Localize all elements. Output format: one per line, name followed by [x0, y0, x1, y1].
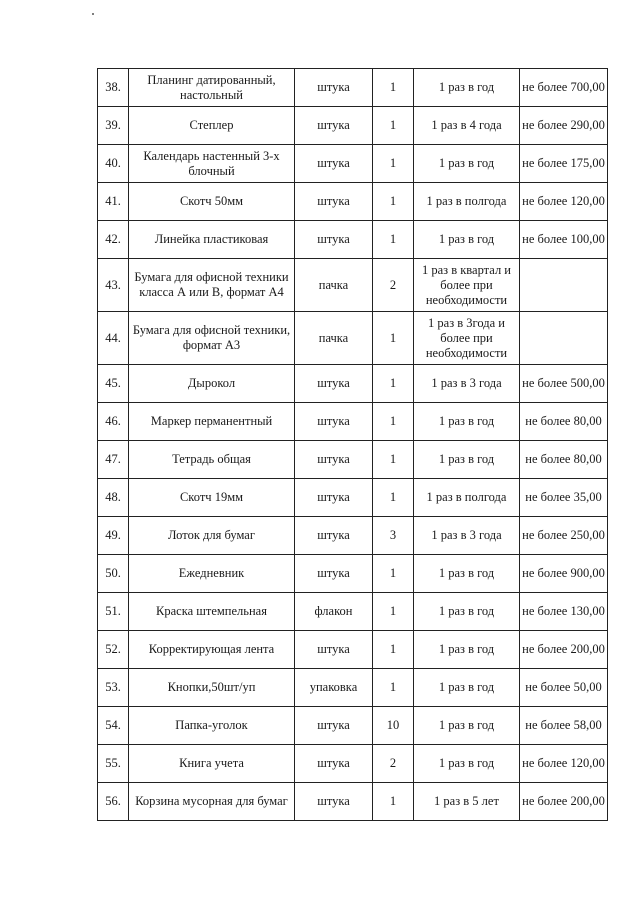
item-unit: штука	[295, 441, 373, 479]
item-name: Папка-уголок	[129, 707, 295, 745]
item-name: Скотч 50мм	[129, 183, 295, 221]
item-name: Бумага для офисной техники, формат А3	[129, 312, 295, 365]
item-price: не более 80,00	[520, 441, 608, 479]
item-unit: флакон	[295, 593, 373, 631]
item-frequency: 1 раз в год	[414, 403, 520, 441]
row-number: 40.	[98, 145, 129, 183]
item-quantity: 1	[373, 441, 414, 479]
item-frequency: 1 раз в 5 лет	[414, 783, 520, 821]
item-name: Скотч 19мм	[129, 479, 295, 517]
item-name: Краска штемпельная	[129, 593, 295, 631]
item-unit: пачка	[295, 259, 373, 312]
item-quantity: 1	[373, 593, 414, 631]
item-name: Книга учета	[129, 745, 295, 783]
table-row	[98, 441, 608, 479]
item-unit: штука	[295, 707, 373, 745]
item-quantity: 3	[373, 517, 414, 555]
item-frequency: 1 раз в год	[414, 441, 520, 479]
item-frequency: 1 раз в 3года и более при необходимости	[414, 312, 520, 365]
item-unit: штука	[295, 365, 373, 403]
item-unit: штука	[295, 107, 373, 145]
item-unit: штука	[295, 221, 373, 259]
table-row	[98, 69, 608, 107]
item-frequency: 1 раз в год	[414, 145, 520, 183]
item-price	[520, 259, 608, 312]
item-name: Маркер перманентный	[129, 403, 295, 441]
item-quantity: 1	[373, 479, 414, 517]
table-row	[98, 145, 608, 183]
item-frequency: 1 раз в год	[414, 669, 520, 707]
item-frequency: 1 раз в полгода	[414, 183, 520, 221]
item-price: не более 200,00	[520, 631, 608, 669]
item-unit: штука	[295, 631, 373, 669]
item-quantity: 1	[373, 107, 414, 145]
row-number: 39.	[98, 107, 129, 145]
item-unit: штука	[295, 183, 373, 221]
item-frequency: 1 раз в 4 года	[414, 107, 520, 145]
table-row	[98, 593, 608, 631]
table-row	[98, 631, 608, 669]
item-price: не более 200,00	[520, 783, 608, 821]
row-number: 48.	[98, 479, 129, 517]
item-price: не более 58,00	[520, 707, 608, 745]
item-name: Планинг датированный, настольный	[129, 69, 295, 107]
row-number: 52.	[98, 631, 129, 669]
item-quantity: 2	[373, 745, 414, 783]
item-quantity: 1	[373, 69, 414, 107]
item-frequency: 1 раз в год	[414, 631, 520, 669]
row-number: 49.	[98, 517, 129, 555]
item-frequency: 1 раз в квартал и более при необходимости	[414, 259, 520, 312]
item-unit: штука	[295, 479, 373, 517]
item-quantity: 1	[373, 221, 414, 259]
row-number: 55.	[98, 745, 129, 783]
item-quantity: 1	[373, 183, 414, 221]
item-frequency: 1 раз в год	[414, 593, 520, 631]
item-unit: штука	[295, 145, 373, 183]
item-frequency: 1 раз в 3 года	[414, 517, 520, 555]
table-row	[98, 745, 608, 783]
item-price	[520, 312, 608, 365]
item-quantity: 1	[373, 145, 414, 183]
item-unit: штука	[295, 555, 373, 593]
item-name: Корректирующая лента	[129, 631, 295, 669]
item-name: Бумага для офисной техники класса А или В, формат А4	[129, 259, 295, 312]
row-number: 46.	[98, 403, 129, 441]
item-price: не более 120,00	[520, 745, 608, 783]
item-unit: штука	[295, 517, 373, 555]
item-price: не более 500,00	[520, 365, 608, 403]
item-quantity: 10	[373, 707, 414, 745]
row-number: 53.	[98, 669, 129, 707]
item-price: не более 290,00	[520, 107, 608, 145]
table-row	[98, 365, 608, 403]
item-frequency: 1 раз в год	[414, 69, 520, 107]
item-price: не более 35,00	[520, 479, 608, 517]
row-number: 50.	[98, 555, 129, 593]
item-quantity: 1	[373, 312, 414, 365]
item-name: Тетрадь общая	[129, 441, 295, 479]
supplies-table	[97, 68, 608, 821]
row-number: 43.	[98, 259, 129, 312]
table-row	[98, 221, 608, 259]
table-row	[98, 669, 608, 707]
item-name: Лоток для бумаг	[129, 517, 295, 555]
row-number: 41.	[98, 183, 129, 221]
item-price: не более 175,00	[520, 145, 608, 183]
row-number: 38.	[98, 69, 129, 107]
table-row	[98, 707, 608, 745]
table-row	[98, 517, 608, 555]
item-unit: штука	[295, 745, 373, 783]
table-row	[98, 783, 608, 821]
item-price: не более 700,00	[520, 69, 608, 107]
supplies-table-body	[98, 69, 608, 821]
item-quantity: 1	[373, 365, 414, 403]
item-frequency: 1 раз в год	[414, 555, 520, 593]
item-price: не более 250,00	[520, 517, 608, 555]
item-price: не более 120,00	[520, 183, 608, 221]
item-price: не более 80,00	[520, 403, 608, 441]
item-unit: штука	[295, 69, 373, 107]
item-frequency: 1 раз в полгода	[414, 479, 520, 517]
item-name: Календарь настенный 3-х блочный	[129, 145, 295, 183]
item-frequency: 1 раз в год	[414, 707, 520, 745]
item-name: Степлер	[129, 107, 295, 145]
item-frequency: 1 раз в год	[414, 745, 520, 783]
scan-speck	[92, 13, 94, 15]
table-row	[98, 183, 608, 221]
row-number: 42.	[98, 221, 129, 259]
item-quantity: 1	[373, 555, 414, 593]
item-quantity: 2	[373, 259, 414, 312]
row-number: 45.	[98, 365, 129, 403]
table-row	[98, 479, 608, 517]
table-row	[98, 403, 608, 441]
item-unit: штука	[295, 783, 373, 821]
item-frequency: 1 раз в год	[414, 221, 520, 259]
item-quantity: 1	[373, 403, 414, 441]
row-number: 44.	[98, 312, 129, 365]
table-row	[98, 259, 608, 312]
item-name: Линейка пластиковая	[129, 221, 295, 259]
table-row	[98, 555, 608, 593]
row-number: 51.	[98, 593, 129, 631]
row-number: 56.	[98, 783, 129, 821]
item-name: Корзина мусорная для бумаг	[129, 783, 295, 821]
item-price: не более 50,00	[520, 669, 608, 707]
item-name: Кнопки,50шт/уп	[129, 669, 295, 707]
item-price: не более 100,00	[520, 221, 608, 259]
item-quantity: 1	[373, 669, 414, 707]
table-row	[98, 107, 608, 145]
item-unit: упаковка	[295, 669, 373, 707]
item-unit: пачка	[295, 312, 373, 365]
item-unit: штука	[295, 403, 373, 441]
item-price: не более 130,00	[520, 593, 608, 631]
item-quantity: 1	[373, 783, 414, 821]
row-number: 54.	[98, 707, 129, 745]
item-name: Дырокол	[129, 365, 295, 403]
row-number: 47.	[98, 441, 129, 479]
item-price: не более 900,00	[520, 555, 608, 593]
table-row	[98, 312, 608, 365]
item-name: Ежедневник	[129, 555, 295, 593]
item-quantity: 1	[373, 631, 414, 669]
item-frequency: 1 раз в 3 года	[414, 365, 520, 403]
